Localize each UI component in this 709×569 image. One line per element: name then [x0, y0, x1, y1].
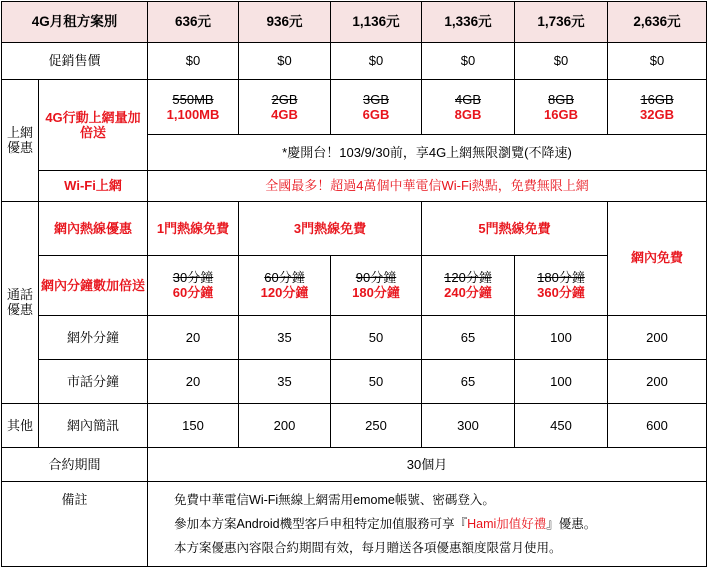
data-new-value: 16GB: [544, 107, 578, 123]
onnet-new-value: 60分鐘: [172, 285, 214, 301]
remark-text: 參加本方案Android機型客戶申租特定加值服務可享『: [174, 517, 468, 532]
offnet-value: 65: [422, 315, 515, 360]
offnet-value: 20: [148, 315, 239, 360]
onnet-cell: [515, 256, 608, 315]
promo-price-row: [2, 42, 707, 80]
offnet-value: 50: [331, 315, 422, 360]
data-new-value: 1,100MB: [166, 107, 220, 123]
data-cell: [331, 80, 422, 135]
plan-header-1336: 1,336元: [422, 2, 515, 43]
sms-value: 450: [515, 404, 608, 448]
other-group-label: 其他: [2, 404, 39, 448]
data-old-value: 2GB: [271, 91, 298, 107]
calls-group-label: 通話優惠: [2, 201, 39, 404]
hotline-label: 網內熱線優惠: [39, 201, 148, 256]
local-minutes-label: 市話分鐘: [39, 360, 148, 404]
offnet-minutes-label: 網外分鐘: [39, 315, 148, 360]
sms-value: 250: [331, 404, 422, 448]
contract-row: [2, 447, 707, 482]
sms-value: 150: [148, 404, 239, 448]
onnet-cell: [422, 256, 515, 315]
plan-header-2636: 2,636元: [608, 2, 707, 43]
promo-price-value: $0: [239, 42, 331, 80]
header-row: [2, 2, 707, 43]
data-old-value: 3GB: [363, 91, 390, 107]
contract-value: 30個月: [148, 447, 707, 482]
onnet-new-value: 360分鐘: [537, 285, 585, 301]
local-value: 20: [148, 360, 239, 404]
local-value: 200: [608, 360, 707, 404]
internet-group-label: 上網優惠: [2, 80, 39, 201]
offnet-value: 35: [239, 315, 331, 360]
wifi-row: [2, 170, 707, 201]
hotline-3-free: 3門熱線免費: [239, 201, 422, 256]
data-old-value: 550MB: [172, 91, 214, 107]
data-old-value: 4GB: [455, 91, 482, 107]
onnet-minutes-label: 網內分鐘數加倍送: [39, 256, 148, 315]
data-row: [2, 80, 707, 135]
data-cell: [239, 80, 331, 135]
onnet-free: 網內免費: [608, 201, 707, 315]
onnet-old-value: 60分鐘: [264, 269, 305, 285]
remark-line: 免費中華電信Wi-Fi無線上網需用emome帳號、密碼登入。: [174, 493, 495, 508]
data-new-value: 6GB: [362, 107, 390, 123]
plan-comparison-table: [1, 1, 707, 567]
data-old-value: 16GB: [640, 91, 674, 107]
remarks-content: [148, 482, 707, 567]
onnet-new-value: 120分鐘: [260, 285, 309, 301]
remark-line: [174, 512, 706, 536]
local-value: 35: [239, 360, 331, 404]
plan-header-636: 636元: [148, 2, 239, 43]
promo-price-label: 促銷售價: [2, 42, 148, 80]
offnet-minutes-row: [2, 315, 707, 360]
wifi-label: Wi-Fi上網: [39, 170, 148, 201]
promo-price-value: $0: [608, 42, 707, 80]
data-old-value: 8GB: [548, 91, 575, 107]
local-value: 100: [515, 360, 608, 404]
local-value: 50: [331, 360, 422, 404]
data-cell: [422, 80, 515, 135]
promo-price-value: $0: [331, 42, 422, 80]
hotline-row: [2, 201, 707, 256]
data-new-value: 4GB: [271, 107, 298, 123]
data-cell: [515, 80, 608, 135]
offnet-value: 200: [608, 315, 707, 360]
contract-label: 合約期間: [2, 447, 148, 482]
onnet-new-value: 180分鐘: [352, 285, 400, 301]
promo-price-value: $0: [422, 42, 515, 80]
plan-header-1136: 1,136元: [331, 2, 422, 43]
sms-label: 網內簡訊: [39, 404, 148, 448]
onnet-new-value: 240分鐘: [444, 285, 492, 301]
data-cell: [148, 80, 239, 135]
hami-highlight: Hami加值好禮: [467, 517, 547, 532]
data-cell: [608, 80, 707, 135]
onnet-old-value: 90分鐘: [355, 269, 397, 285]
remarks-row: [2, 482, 707, 567]
onnet-old-value: 180分鐘: [537, 269, 585, 285]
hotline-5-free: 5門熱線免費: [422, 201, 608, 256]
sms-value: 200: [239, 404, 331, 448]
data-bonus-label: 4G行動上網量加倍送: [39, 80, 148, 171]
onnet-cell: [148, 256, 239, 315]
plan-header-936: 936元: [239, 2, 331, 43]
plan-header-1736: 1,736元: [515, 2, 608, 43]
hotline-1-free: 1門熱線免費: [148, 201, 239, 256]
onnet-minutes-row: [2, 256, 707, 315]
remark-text: 』優惠。: [546, 517, 597, 532]
local-value: 65: [422, 360, 515, 404]
onnet-old-value: 30分鐘: [172, 269, 214, 285]
promo-price-value: $0: [515, 42, 608, 80]
local-minutes-row: [2, 360, 707, 404]
sms-value: 600: [608, 404, 707, 448]
onnet-cell: [239, 256, 331, 315]
wifi-note: 全國最多！超過4萬個中華電信Wi-Fi熱點，免費無限上網: [148, 170, 707, 201]
data-new-value: 32GB: [640, 107, 674, 123]
onnet-old-value: 120分鐘: [444, 269, 492, 285]
data-new-value: 8GB: [454, 107, 482, 123]
remarks-label: 備註: [2, 482, 148, 567]
promo-price-value: $0: [148, 42, 239, 80]
launch-promo-note: *慶開台！103/9/30前，享4G上網無限瀏覽(不降速): [148, 135, 707, 171]
offnet-value: 100: [515, 315, 608, 360]
sms-row: [2, 404, 707, 448]
plan-type-header: 4G月租方案別: [2, 2, 148, 43]
remark-line: 本方案優惠內容限合約期間有效，每月贈送各項優惠額度限當月使用。: [174, 541, 562, 556]
onnet-cell: [331, 256, 422, 315]
sms-value: 300: [422, 404, 515, 448]
